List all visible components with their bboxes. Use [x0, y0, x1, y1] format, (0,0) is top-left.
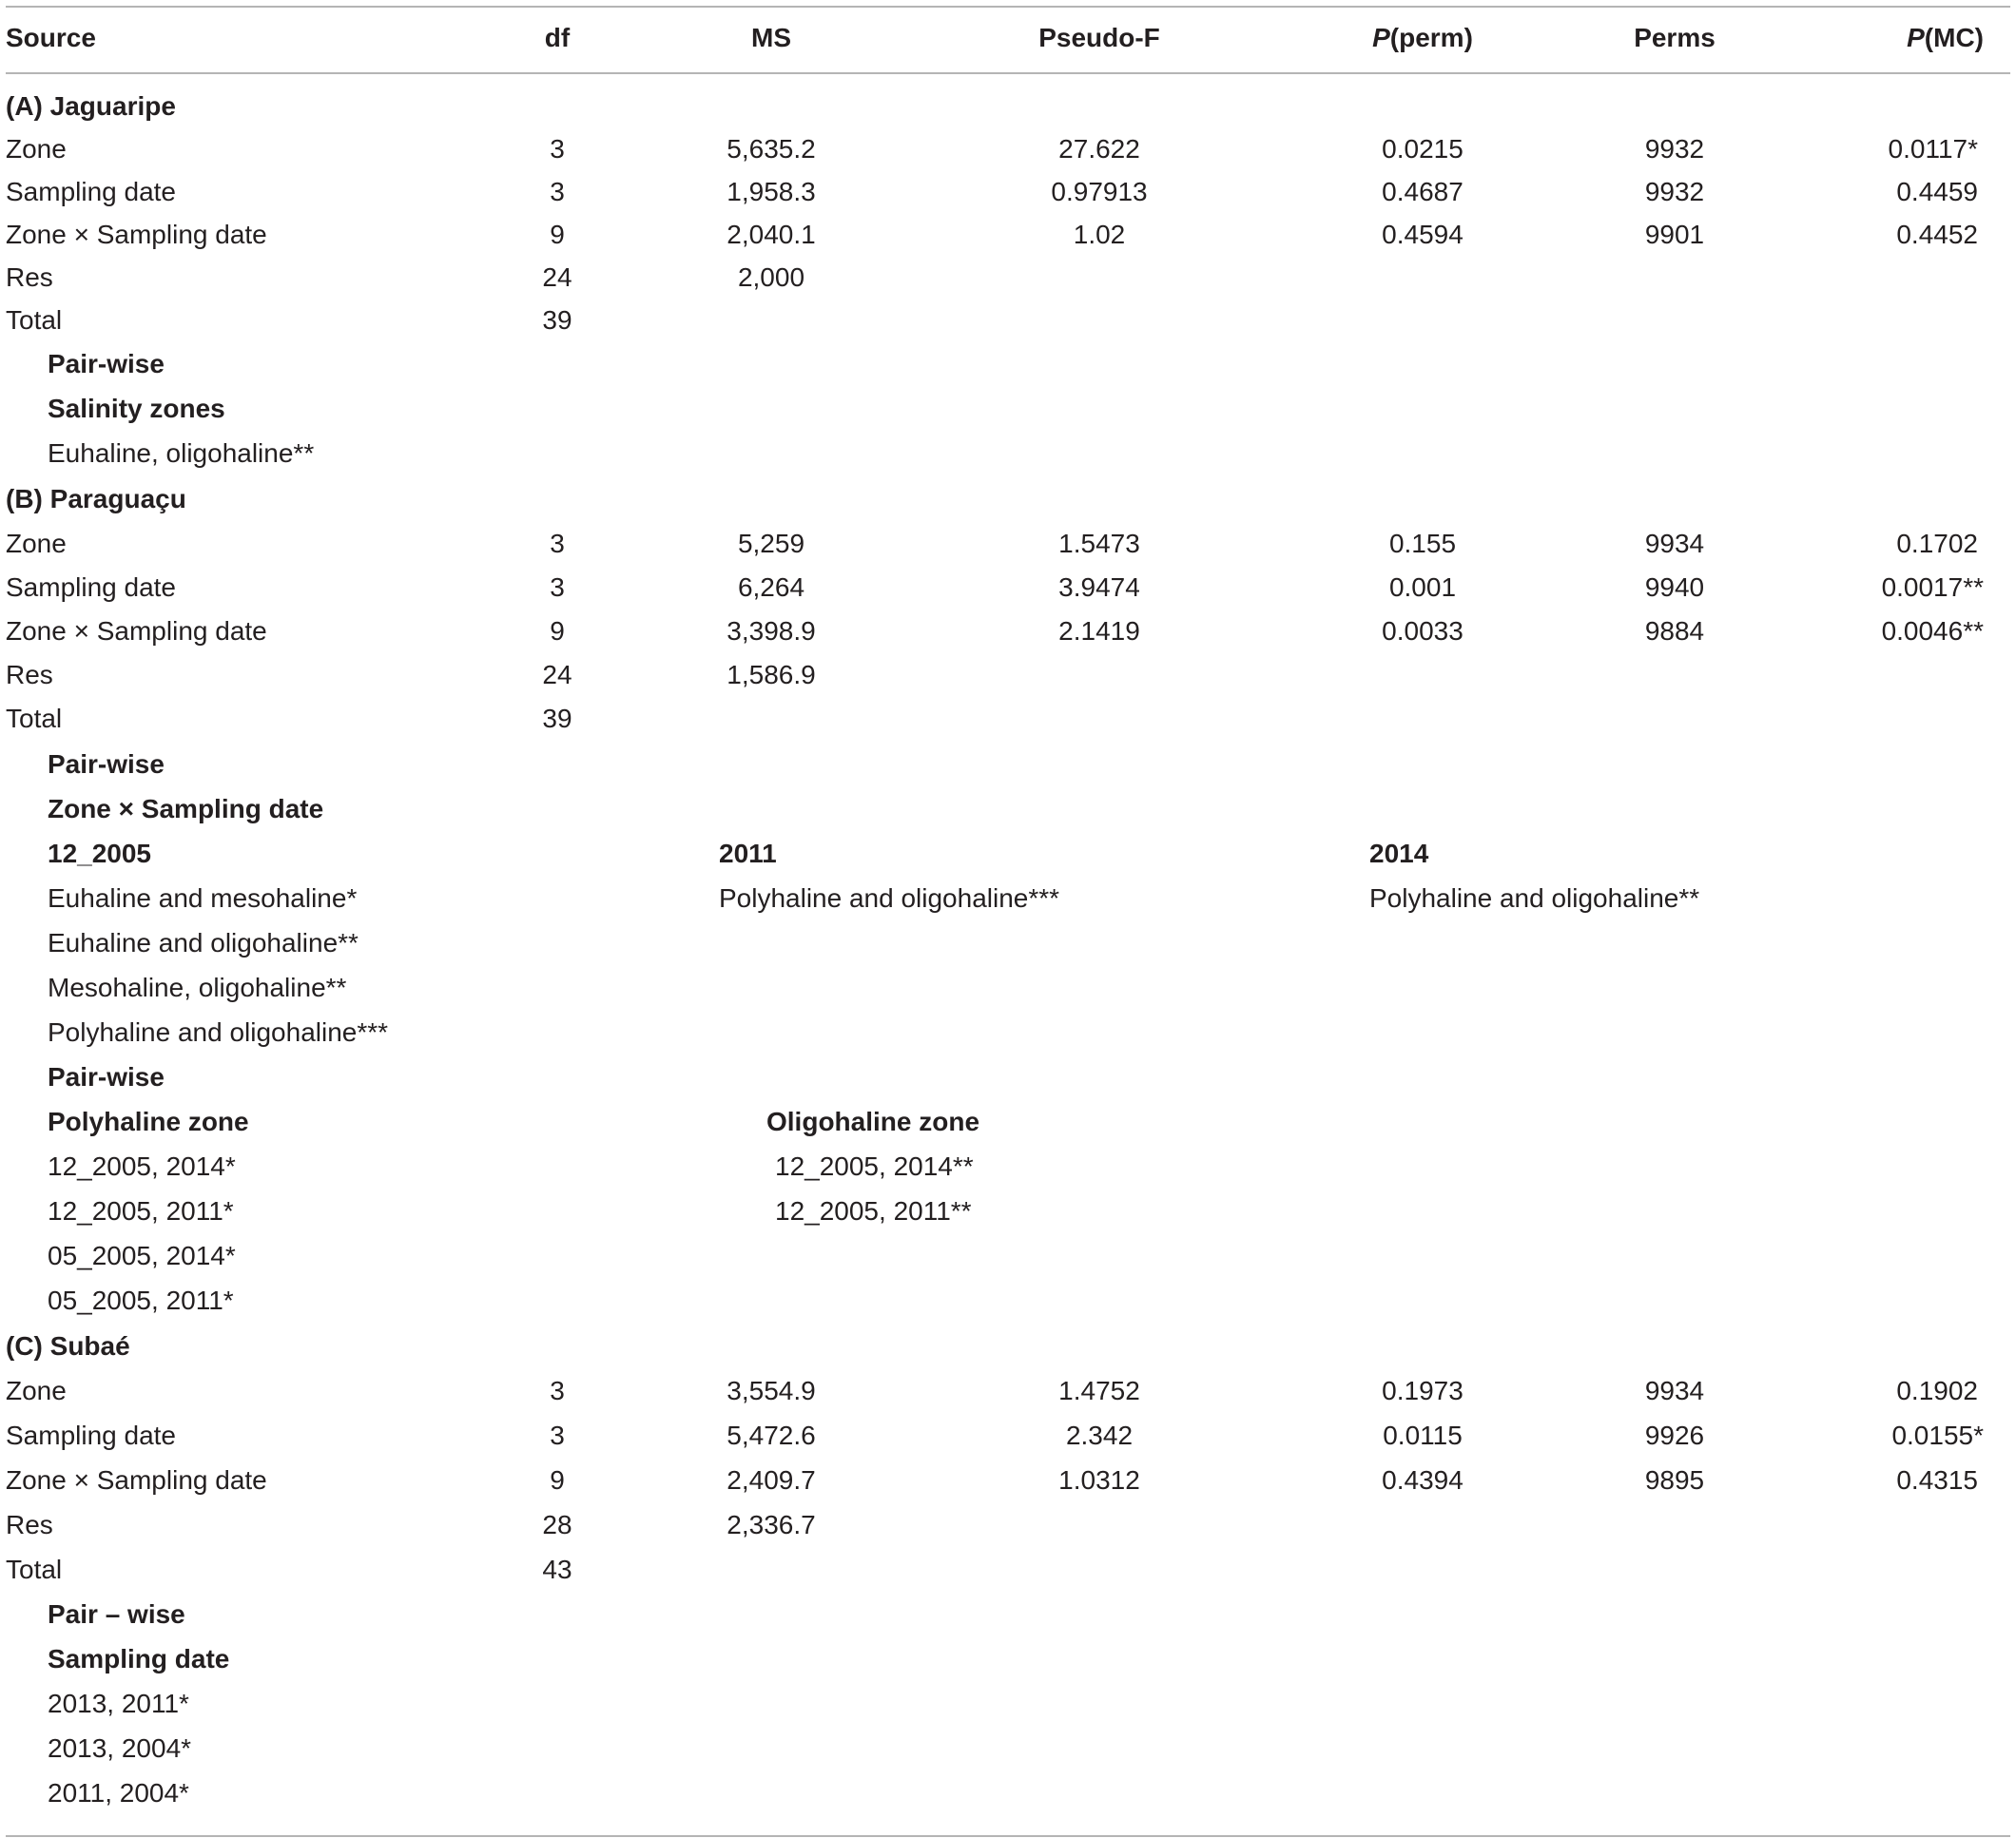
table-row: Sampling date 3 5,472.6 2.342 0.0115 9926 0.0155*	[6, 1421, 1984, 1450]
pairwise-label: Pair-wise	[48, 1062, 165, 1092]
table-row: Zone × Sampling date 9 2,409.7 1.0312 0.4394 9895 0.4315	[6, 1465, 1978, 1495]
table-header-rule	[6, 72, 2010, 74]
table-row: Res 28 2,336.7	[6, 1510, 816, 1539]
table-row: Total 43	[6, 1555, 572, 1584]
list-item: 2013, 2004*	[48, 1733, 192, 1763]
pairwise-label: Pair-wise	[48, 349, 165, 378]
list-item: 2013, 2011*	[48, 1689, 189, 1718]
pairwise-label: Pair-wise	[48, 749, 165, 779]
section-title-jaguaripe: (A) Jaguaripe	[6, 91, 176, 121]
list-item: 12_2005, 2011* 12_2005, 2011**	[48, 1196, 972, 1226]
header-perms: Perms	[1634, 23, 1716, 52]
section-title-subae: (C) Subaé	[6, 1331, 130, 1361]
list-item: Euhaline, oligohaline**	[48, 438, 315, 468]
header-source: Source	[6, 23, 96, 52]
table-row: Total 39	[6, 704, 572, 733]
list-item: 05_2005, 2014*	[48, 1241, 236, 1270]
header-df: df	[544, 23, 571, 52]
table-row: Res 24 2,000	[6, 262, 805, 292]
table-bottom-rule	[6, 1835, 2010, 1837]
pairwise-subheading: Zone × Sampling date	[48, 794, 324, 823]
header-ms: MS	[751, 23, 791, 52]
pairwise-label: Pair – wise	[48, 1599, 185, 1629]
zone-column-headings: Polyhaline zone Oligohaline zone	[48, 1107, 980, 1136]
header-pseudo-f: Pseudo-F	[1038, 23, 1160, 52]
table-row: Zone 3 5,259 1.5473 0.155 9934 0.1702	[6, 529, 1978, 558]
header-p-perm: P(perm)	[1372, 23, 1473, 52]
date-column-headings: 12_2005 2011 2014	[48, 839, 1429, 868]
table-header	[6, 19, 2010, 57]
table-row: Sampling date 3 6,264 3.9474 0.001 9940 0.0017**	[6, 572, 1984, 602]
list-item: 05_2005, 2011*	[48, 1286, 234, 1315]
table-row: Zone × Sampling date 9 2,040.1 1.02 0.4594 9901 0.4452	[6, 220, 1978, 249]
table-row: Sampling date 3 1,958.3 0.97913 0.4687 9932 0.4459	[6, 177, 1978, 206]
table-row: Zone 3 5,635.2 27.622 0.0215 9932 0.0117*	[6, 134, 1978, 164]
list-item: Euhaline and mesohaline* Polyhaline and oligohaline*** Polyhaline and oligohaline**	[48, 883, 1700, 913]
pairwise-subheading: Sampling date	[48, 1644, 230, 1674]
list-item: Euhaline and oligohaline**	[48, 928, 359, 958]
list-item: 12_2005, 2014* 12_2005, 2014**	[48, 1151, 974, 1181]
pairwise-subheading: Salinity zones	[48, 394, 225, 423]
table-row: Res 24 1,586.9	[6, 660, 816, 689]
table-top-rule	[6, 6, 2010, 8]
list-item: Mesohaline, oligohaline**	[48, 973, 347, 1002]
table-row: Total 39	[6, 305, 572, 335]
list-item: 2011, 2004*	[48, 1778, 189, 1808]
list-item: Polyhaline and oligohaline***	[48, 1017, 389, 1047]
table-row: Zone 3 3,554.9 1.4752 0.1973 9934 0.1902	[6, 1376, 1978, 1405]
header-p-mc: P(MC)	[1907, 23, 1984, 52]
section-title-paraguacu: (B) Paraguaçu	[6, 484, 186, 513]
table-row: Zone × Sampling date 9 3,398.9 2.1419 0.0033 9884 0.0046**	[6, 616, 1984, 646]
